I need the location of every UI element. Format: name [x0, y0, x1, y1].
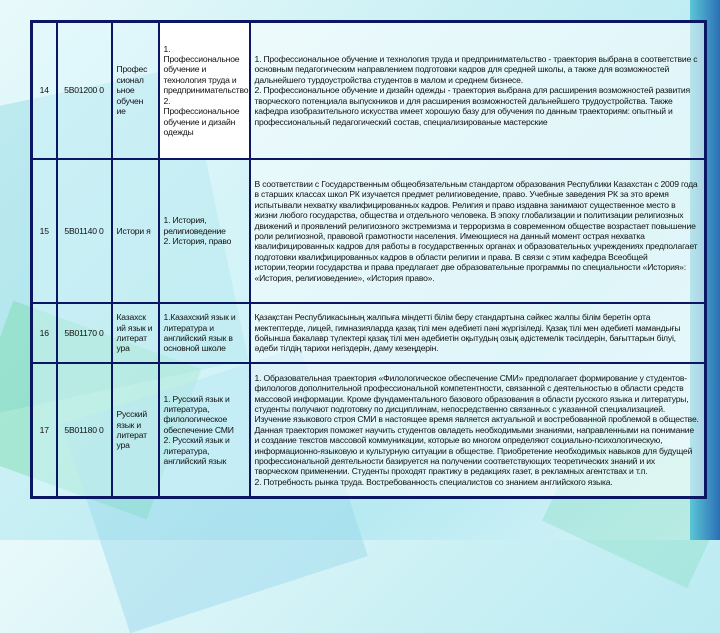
justification-paragraph: 1. Профессиональное обучение и технология труда и предпринимательство - траектория выбрана в соответствие с основным педагогическим направлением подготовки кадров для средней школы, а также для возможностей дальнейшего турдоустройства студентов в малом и среднем бизнесе.: [254, 54, 698, 85]
row-number: 16: [32, 303, 57, 363]
specialty-name: Русский язык и литерат ура: [112, 363, 159, 498]
justification-paragraph: Қазақстан Республикасының жалпыға міндетті білім беру стандартына сәйкес жалпы білім беретін орта мектептерде, лицей, гимназияларда қазақ тілі мен әдебиеті пәні жүргізіледі. Қазақ тілі мен әдебиеті мамандығы бойынша бакалавр түлектері қазақ тілі мен әдебиетін оқытудың озық әдістемелік тәсілдерін, бағыттарын білуі, әдеби тілдің тарихи негіздерін, даму кезеңдерін.: [254, 312, 681, 354]
trajectory-item: 1.Казахский язык и литература и английский язык в основной школе: [163, 312, 236, 354]
table-row: [32, 303, 706, 363]
specialty-code: 5В01170 0: [57, 303, 112, 363]
specialties-table: [30, 20, 707, 499]
specialty-name: Казахск ий язык и литерат ура: [112, 303, 159, 363]
table-row: [32, 159, 706, 303]
trajectory-item: 2. История, право: [163, 236, 232, 247]
trajectories: [159, 159, 250, 303]
specialty-code: 5В01200 0: [57, 22, 112, 160]
trajectories: [159, 22, 250, 160]
trajectories: [159, 303, 250, 363]
justification: [250, 303, 706, 363]
justification: [250, 159, 706, 303]
justification: [250, 22, 706, 160]
specialty-code: 5В01180 0: [57, 363, 112, 498]
table-row: [32, 22, 706, 160]
justification-paragraph: 2. Профессиональное обучение и дизайн одежды - траектория выбрана для расширения возможностей развития творческого потенциала выпускников и для расширения возможностей дальнейшего трудоустройства. Также кафедра изобразительного искусства имеет хорошую базу для обучения по данным траекториям: опытный и профессиональный педагогический состав, специализированые мастерские: [254, 85, 690, 127]
row-number: 14: [32, 22, 57, 160]
trajectory-item: 1. История, религиоведение: [163, 215, 226, 236]
trajectory-item: 1. Русский язык и литература, филологическое обеспечение СМИ: [163, 393, 234, 435]
justification-paragraph: 2. Потребность рынка труда. Востребованность специалистов со знанием английского языка.: [254, 476, 613, 487]
row-number: 17: [32, 363, 57, 498]
table-row: [32, 363, 706, 498]
justification-paragraph: В соответствии с Государственным общеобязательным стандартом образования Республики Казахстан с 2009 года в старших классах школ РК изучается предмет религиоведение, право. Учебные заведения РК за это время испытывали нехватку квалифицированных кадров. Религия и право издавна занимают существенное место в жизни любого государства, общества и отдельного человека. В эпоху глобализации и политизации религиозных движений и проявлений религиозного экстремизма и терроризма в современном обществе возрастает повышение роли религиозной, правовой грамотности населения. Имеющиеся на данный момент острая нехватка квалифицированных кадров для работы в государственных органах и образовательных учреждениях предполагает подготовки квалифицированных кадров в области религии и права. В связи с этим кафедра Всеобщей истории,теории государства и права предлагает две образовательные программы по специальности «История»: «История, религиоведение», «История право».: [254, 178, 698, 283]
justification-paragraph: 1. Образовательная траектория «Филологическое обеспечение СМИ» предполагает формирование у студентов-филологов дополнительной профессиональной компетентности, связанной с деятельностью в области средств массовой информации. Кроме фундаментального базового образования в области русского языка и литературы, студенты получают подготовку по дисциплинам, непосредственно связанных с указанной специализацией. Изучение языкового строя СМИ в настоящее время является актуальной и востребованной проблемой в обществе. Данная траектория поможет научить студентов овладеть необходимыми знаниями, направленными на понимание и создание текстов массовой коммуникации, которые во многом определяют социально-психологическую, информационно-языковую и культурную ситуации в обществе. Приобретение необходимых навыков для будущей профессиональной деятельности базируется на получении соответствующих теоретических знаний и их творческом применении. Студенты проходят практику в редакциях газет, в рекламных агентствах и т.п.: [254, 372, 699, 477]
specialty-name: Профес сионал ьное обучен ие: [112, 22, 159, 160]
trajectory-item: 2. Русский язык и литература, английский язык: [163, 435, 230, 467]
specialty-code: 5В01140 0: [57, 159, 112, 303]
trajectory-item: 2. Профессиональное обучение и дизайн одежды: [163, 95, 240, 137]
trajectory-item: 1. Профессиональное обучение и технология труда и предпринимательство: [163, 43, 249, 96]
specialty-name: Истори я: [112, 159, 159, 303]
row-number: 15: [32, 159, 57, 303]
justification: [250, 363, 706, 498]
trajectories: [159, 363, 250, 498]
